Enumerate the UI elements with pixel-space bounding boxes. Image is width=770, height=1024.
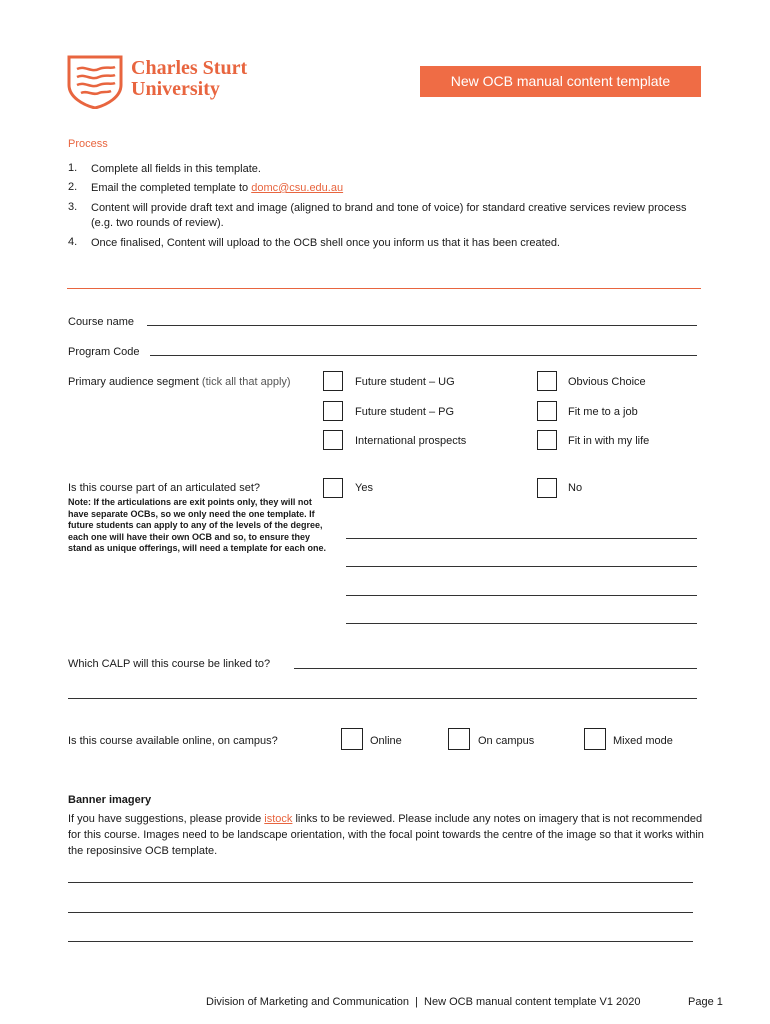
step-text: Once finalised, Content will upload to the OCB shell once you inform us that it has been created. — [91, 237, 560, 249]
checkbox-future-student-pg[interactable] — [323, 401, 343, 421]
audience-hint: (tick all that apply) — [201, 376, 291, 388]
step-number: 3. — [68, 201, 78, 213]
banner-answer-line[interactable] — [68, 912, 693, 913]
articulated-answer-line[interactable] — [346, 538, 697, 539]
email-link[interactable]: domc@csu.edu.au — [251, 182, 344, 194]
footer-text: Division of Marketing and Communication | New OCB manual content template V1 2020 — [206, 996, 641, 1008]
option-label: Online — [370, 735, 402, 747]
step-text — [91, 181, 701, 196]
logo-wordmark — [131, 58, 247, 100]
step-number: 2. — [68, 181, 78, 193]
calp-label: Which CALP will this course be linked to? — [68, 658, 271, 670]
option-label: Future student – PG — [355, 406, 455, 418]
checkbox-fit-me-to-a-job[interactable] — [537, 401, 557, 421]
checkbox-international-prospects[interactable] — [323, 430, 343, 450]
checkbox-future-student-ug[interactable] — [323, 371, 343, 391]
course-name-field[interactable] — [147, 325, 697, 326]
option-label: International prospects — [355, 435, 467, 447]
process-label: Process — [68, 138, 108, 150]
audience-label-text: Primary audience segment — [68, 376, 199, 388]
istock-link[interactable]: istock — [264, 813, 293, 825]
option-label: Yes — [355, 482, 373, 494]
csu-logo-crest — [67, 55, 123, 109]
banner-text-before: If you have suggestions, please provide — [68, 813, 265, 825]
step-number: 4. — [68, 236, 78, 248]
checkbox-mixed-mode[interactable] — [584, 728, 606, 750]
step-text: Complete all fields in this template. — [91, 163, 261, 175]
step-text: Content will provide draft text and image (aligned to brand and tone of voice) for standard creative services review process (e.g. two rounds of review). — [91, 202, 687, 229]
template-title-banner: New OCB manual content template — [420, 66, 701, 97]
option-label: Fit me to a job — [568, 406, 638, 418]
option-label: Mixed mode — [613, 735, 673, 747]
logo-line1: Charles Sturt — [131, 57, 248, 79]
banner-text-after: links to be reviewed. Please include any notes on imagery that is not recommended for this course. Images need to be landscape orientation, with the focal point towards the centre of the image so that it works within the reposinsive OCB template. — [68, 813, 704, 857]
calp-field-continued[interactable] — [68, 698, 697, 699]
option-label: Future student – UG — [355, 376, 455, 388]
checkbox-online[interactable] — [341, 728, 363, 750]
checkbox-obvious-choice[interactable] — [537, 371, 557, 391]
option-label: Fit in with my life — [568, 435, 650, 447]
banner-imagery-instructions — [68, 811, 708, 859]
checkbox-fit-in-with-my-life[interactable] — [537, 430, 557, 450]
audience-label — [68, 376, 291, 388]
option-label: Obvious Choice — [568, 376, 646, 388]
banner-answer-line[interactable] — [68, 941, 693, 942]
checkbox-yes[interactable] — [323, 478, 343, 498]
articulated-answer-line[interactable] — [346, 566, 697, 567]
articulated-answer-line[interactable] — [346, 595, 697, 596]
step-text-before-email: Email the completed template to — [91, 182, 252, 194]
page-number: Page 1 — [688, 996, 723, 1008]
program-code-field[interactable] — [150, 355, 697, 356]
articulated-label: Is this course part of an articulated set? — [68, 482, 260, 494]
articulated-answer-line[interactable] — [346, 623, 697, 624]
banner-answer-line[interactable] — [68, 882, 693, 883]
step-number: 1. — [68, 162, 78, 174]
calp-field[interactable] — [294, 668, 697, 669]
course-name-label: Course name — [68, 316, 135, 328]
checkbox-no[interactable] — [537, 478, 557, 498]
logo-line2: University — [131, 78, 220, 100]
option-label: On campus — [478, 735, 535, 747]
banner-imagery-title: Banner imagery — [68, 794, 152, 806]
availability-label: Is this course available online, on campus? — [68, 735, 278, 747]
section-divider — [67, 288, 701, 289]
checkbox-on-campus[interactable] — [448, 728, 470, 750]
articulated-note: Note: If the articulations are exit points only, they will not have separate OCBs, so we only need the one template. If future students can apply to any of the levels of the degree, each one will have their own OCB and so, to ensure they stand as unique offerings, will need a template for each one. — [68, 497, 327, 553]
program-code-label: Program Code — [68, 346, 140, 358]
option-label: No — [568, 482, 583, 494]
